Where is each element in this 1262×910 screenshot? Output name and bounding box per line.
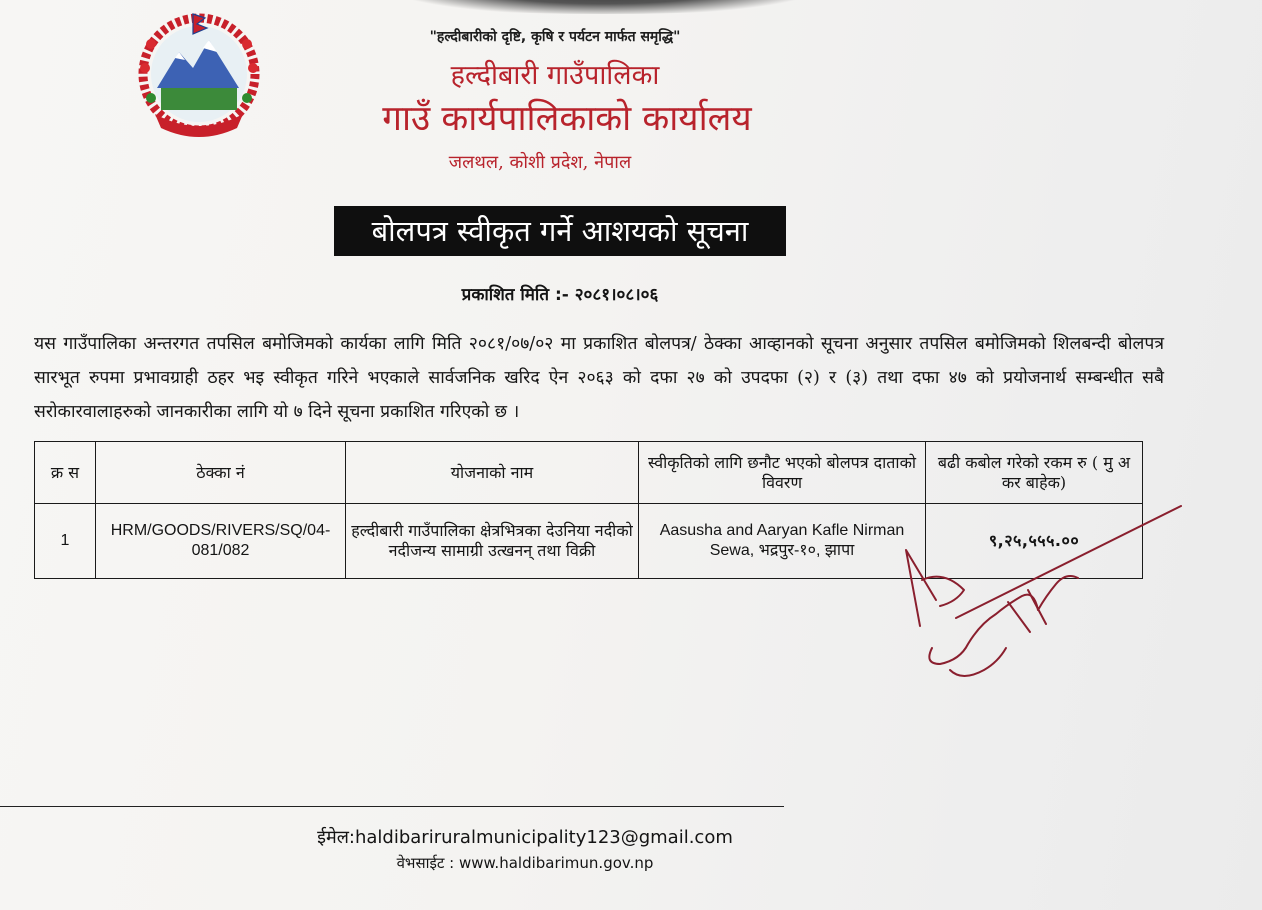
row-bidder: Aasusha and Aaryan Kafle Nirman Sewa, भद्रपुर-१०, झापा bbox=[639, 504, 926, 579]
header-amount: बढी कबोल गरेको रकम रु ( मु अ कर बाहेक) bbox=[926, 442, 1143, 504]
handwritten-signature bbox=[896, 498, 1196, 698]
notice-title-banner: बोलपत्र स्वीकृत गर्ने आशयको सूचना bbox=[334, 206, 786, 256]
footer-divider bbox=[0, 806, 784, 807]
row-contract-no: HRM/GOODS/RIVERS/SQ/04-081/082 bbox=[96, 504, 346, 579]
footer-website: वेभसाईट : www.haldibarimun.gov.np bbox=[396, 854, 654, 872]
office-address: जलथल, कोशी प्रदेश, नेपाल bbox=[448, 152, 632, 173]
header-slogan: "हल्दीबारीको दृष्टि, कृषि र पर्यटन मार्फत समृद्धि" bbox=[429, 29, 681, 45]
row-project-name: हल्दीबारी गाउँपालिका क्षेत्रभित्रका देउनिया नदीको नदीजन्य सामाग्री उत्खनन् तथा विक्री bbox=[346, 504, 639, 579]
table-header-row bbox=[35, 442, 1143, 504]
published-date: प्रकाशित मिति :- २०८१।०८।०६ bbox=[461, 285, 659, 305]
header-contract-no: ठेक्का नं bbox=[96, 442, 346, 504]
header-bidder: स्वीकृतिको लागि छनौट भएको बोलपत्र दाताको विवरण bbox=[639, 442, 926, 504]
office-name: गाउँ कार्यपालिकाको कार्यालय bbox=[382, 99, 752, 139]
header-sn: क्र स bbox=[35, 442, 96, 504]
photo-edge-shadow bbox=[398, 0, 810, 14]
header-project-name: योजनाको नाम bbox=[346, 442, 639, 504]
row-amount: ९,२५,५५५.०० bbox=[926, 504, 1143, 579]
footer-email: ईमेल:haldibariruralmunicipality123@gmail.com bbox=[317, 827, 733, 848]
row-sn: 1 bbox=[35, 504, 96, 579]
municipality-name: हल्दीबारी गाउँपालिका bbox=[450, 60, 660, 91]
notice-body: यस गाउँपालिका अन्तरगत तपसिल बमोजिमको कार्यका लागि मिति २०८१/०७/०२ मा प्रकाशित बोलपत्र/ ठेक्का आव्हानको सूचना अनुसार तपसिल बमोजिमको शिलबन्दी बोलपत्र सारभूत रुपमा प्रभावग्राही ठहर भइ स्वीकृत गरिने भएकाले सार्वजनिक खरिद ऐन २०६३ को दफा २७ को उपदफा (२) र (३) तथा दफा ४७ को प्रयोजनार्थ सम्बन्धीत सबै सरोकारवालाहरुको जानकारीका लागि यो ७ दिने सूचना प्रकाशित गरिएको छ । bbox=[34, 334, 1164, 422]
